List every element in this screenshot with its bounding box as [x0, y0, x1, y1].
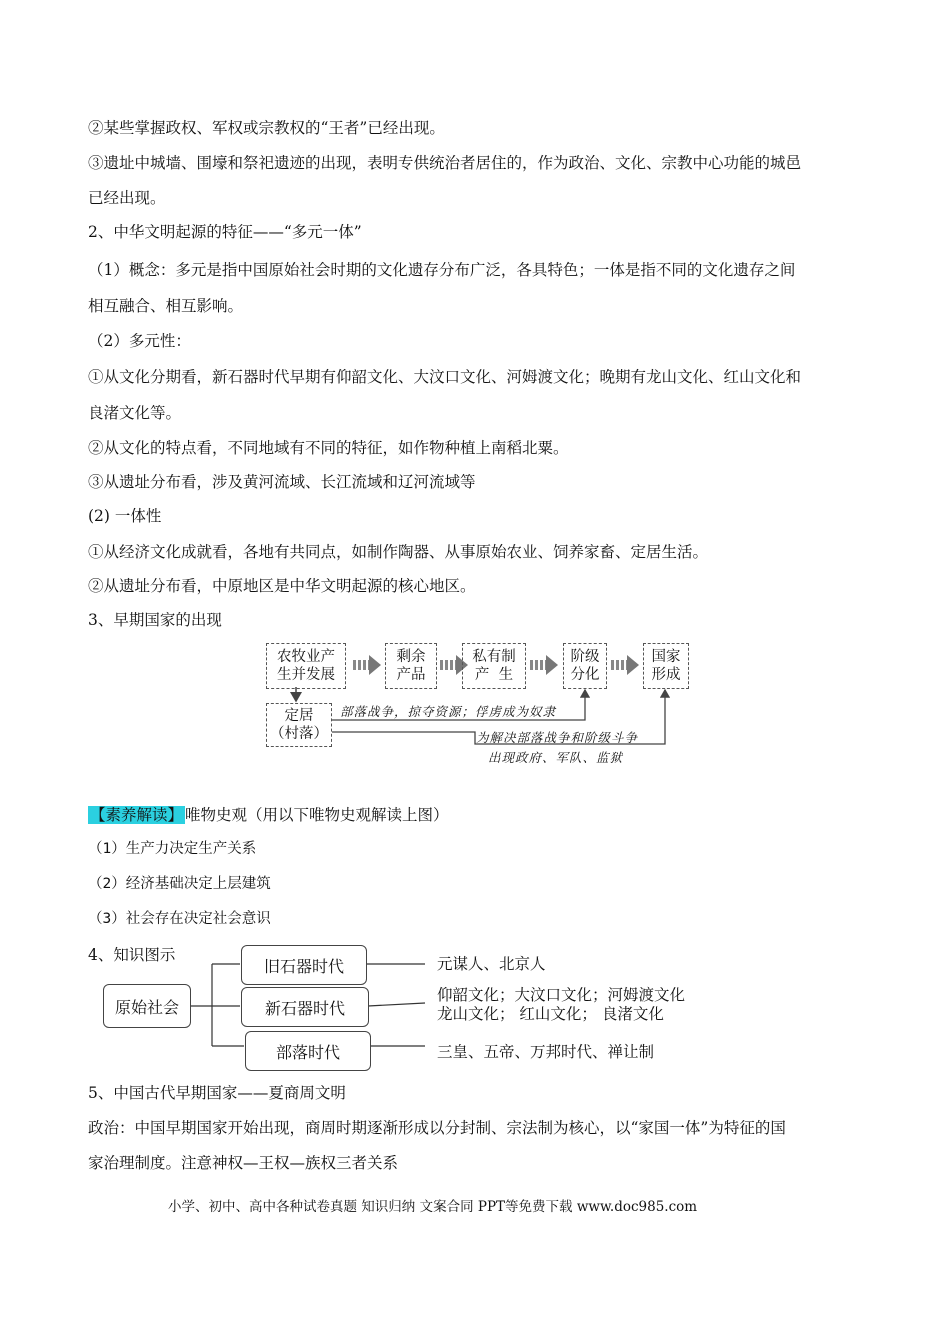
flow-note-resolve: 为解决部落战争和阶级斗争	[476, 730, 639, 745]
map-node-neolithic: 新石器时代	[241, 987, 369, 1027]
flow-box-class-division: 阶级 分化	[563, 643, 607, 689]
flow-box-settlement: 定居 （村落）	[266, 703, 332, 747]
interpretation-title: 唯物史观（用以下唯物史观解读上图）	[185, 806, 449, 824]
flow-box-state-formation: 国家 形成	[643, 643, 689, 689]
text-line: (2) 一体性	[88, 507, 162, 525]
interpretation-point: （1）生产力决定生产关系	[88, 841, 257, 857]
interpretation-point: （2）经济基础决定上层建筑	[88, 876, 271, 892]
flow-box-surplus: 剩余 产品	[385, 643, 437, 689]
text-line: ①从经济文化成就看，各地有共同点，如制作陶器、从事原始农业、饲养家畜、定居生活。	[88, 543, 709, 561]
map-node-paleolithic: 旧石器时代	[241, 945, 367, 985]
text-line: ①从文化分期看，新石器时代早期有仰韶文化、大汶口文化、河姆渡文化；晚期有龙山文化、红山文化和	[88, 368, 802, 386]
interpretation-point: （3）社会存在决定社会意识	[88, 911, 271, 927]
text-line: 政治：中国早期国家开始出现，商周时期逐渐形成以分封制、宗法制为核心，以“家国一体”为特征的国	[88, 1119, 786, 1137]
section-heading: 3、早期国家的出现	[88, 611, 222, 629]
text-line: （1）概念：多元是指中国原始社会时期的文化遗存分布广泛，各具特色；一体是指不同的文化遗存之间	[88, 261, 796, 279]
text-line: ②某些掌握政权、军权或宗教权的“王者”已经出现。	[88, 119, 445, 137]
map-leaf-neolithic-1: 仰韶文化；大汶口文化；河姆渡文化	[437, 986, 686, 1004]
flow-note-war: 部落战争，掠夺资源；俘虏成为奴隶	[340, 704, 557, 719]
section-heading: 2、中华文明起源的特征——“多元一体”	[88, 223, 362, 241]
flow-box-agriculture: 农牧业产 生并发展	[266, 643, 346, 689]
section-heading: 4、知识图示	[88, 946, 176, 964]
map-node-tribal: 部落时代	[245, 1031, 371, 1071]
map-root: 原始社会	[103, 984, 191, 1028]
map-leaf-neolithic-2: 龙山文化； 红山文化； 良渚文化	[437, 1005, 664, 1023]
text-line: 已经出现。	[88, 189, 166, 207]
flow-box-private-ownership: 私有制 产 生	[462, 643, 526, 689]
text-line: ③遗址中城墙、围壕和祭祀遗迹的出现，表明专供统治者居住的，作为政治、文化、宗教中心功能的城邑	[88, 154, 802, 172]
text-line: ②从遗址分布看，中原地区是中华文明起源的核心地区。	[88, 577, 476, 595]
text-line: ③从遗址分布看，涉及黄河流域、长江流域和辽河流域等	[88, 473, 476, 491]
text-line: 良渚文化等。	[88, 404, 182, 422]
text-line: （2）多元性：	[88, 332, 191, 350]
flow-note-government: 出现政府、军队、监狱	[488, 750, 624, 765]
text-line: 家治理制度。注意神权—王权—族权三者关系	[88, 1154, 399, 1172]
map-leaf-tribal: 三皇、五帝、万邦时代、禅让制	[437, 1043, 655, 1061]
interpretation-tag: 【素养解读】	[90, 806, 184, 824]
section-heading: 5、中国古代早期国家——夏商周文明	[88, 1084, 346, 1102]
text-line: ②从文化的特点看，不同地域有不同的特征，如作物种植上南稻北粟。	[88, 439, 569, 457]
page-footer: 小学、初中、高中各种试卷真题 知识归纳 文案合同 PPT等免费下载 www.doc985.com	[168, 1199, 698, 1215]
map-leaf-paleolithic: 元谋人、北京人	[437, 955, 546, 973]
text-line: 相互融合、相互影响。	[88, 297, 244, 315]
